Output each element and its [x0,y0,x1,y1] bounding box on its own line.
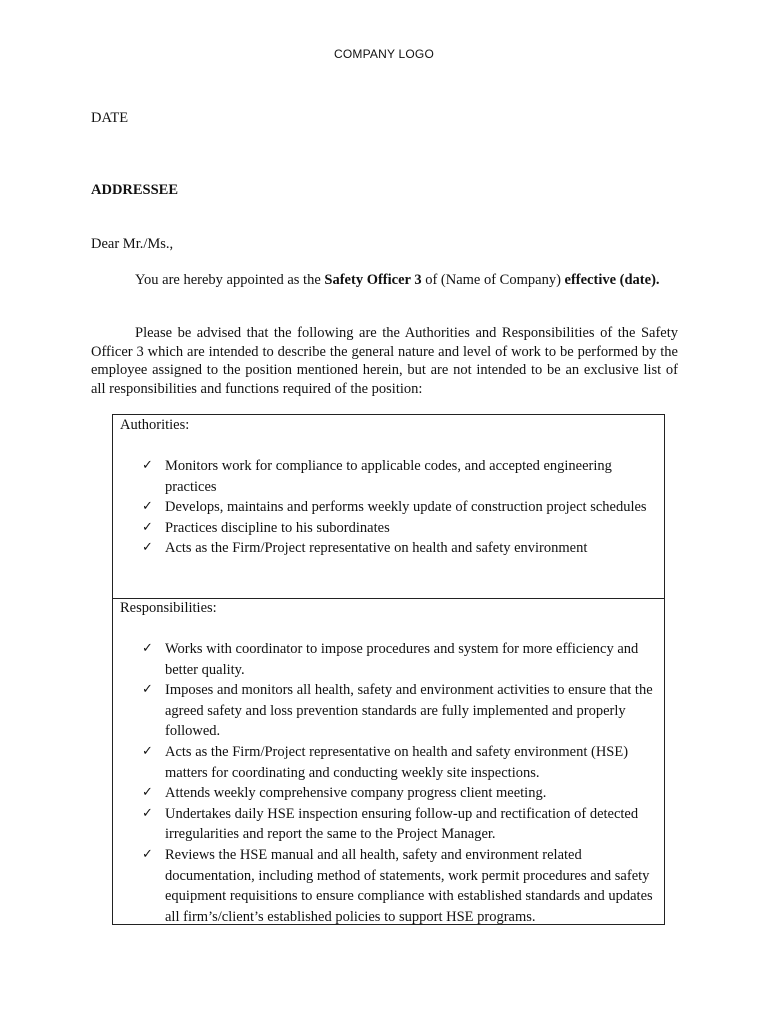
authority-text: Acts as the Firm/Project representative on health and safety environment [165,540,588,557]
check-icon: ✓ [142,458,153,473]
list-item [142,804,662,845]
list-item [142,639,662,680]
appointment-text-2: of (Name of Company) [421,272,565,288]
list-item [142,456,662,497]
responsibility-text: Reviews the HSE manual and all health, safety and environment related documentation, including method of statements, work permit procedures and safety equipment requisitions to ensure compliance with established standards and updates all firm’s/client’s established policies to support HSE programs. [165,846,653,925]
list-item [142,742,662,783]
responsibility-text: Works with coordinator to impose procedures and system for more efficiency and better quality. [165,641,639,678]
responsibility-text: Attends weekly comprehensive company progress client meeting. [165,785,547,802]
check-icon: ✓ [142,846,153,862]
check-icon: ✓ [142,641,153,656]
responsibility-text: Acts as the Firm/Project representative on health and safety environment (HSE) matters for coordinating and conducting weekly site inspections. [165,743,629,781]
appointment-text-1: You are hereby appointed as the [135,272,325,288]
responsibilities-list [142,639,662,927]
addressee-label: ADDRESSEE [91,182,179,198]
authorities-title: Authorities: [120,417,190,433]
advisory-paragraph [91,324,678,398]
check-icon: ✓ [142,540,153,556]
responsibilities-title: Responsibilities: [120,600,217,616]
list-item [142,845,662,927]
check-icon: ✓ [142,805,153,821]
list-item [142,497,662,518]
responsibility-text: Undertakes daily HSE inspection ensuring follow-up and rectification of detected irregularities and report the same to the Project Manager. [165,805,639,843]
check-icon: ✓ [142,499,153,515]
responsibility-text: Imposes and monitors all health, safety and environment activities to ensure that the agreed safety and loss prevention standards are fully implemented and properly followed. [165,682,653,740]
authorities-section [113,415,664,599]
check-icon: ✓ [142,743,153,759]
list-item [142,518,662,539]
effective-date: effective (date). [564,272,660,288]
check-icon: ✓ [142,519,153,535]
authority-text: Practices discipline to his subordinates [165,519,390,536]
company-logo-placeholder: COMPANY LOGO [334,47,434,61]
list-item [142,680,662,742]
date-label: DATE [91,110,129,126]
authority-text: Develops, maintains and performs weekly update of construction project schedules [165,499,647,516]
advisory-text: Please be advised that the following are the Authorities and Responsibilities of the Safety Officer 3 which are intended to describe the general nature and level of work to be performed by the employee assigned to the position mentioned herein, but are not intended to be an exclusive list of all responsibilities and functions required of the position: [91,325,678,397]
check-icon: ✓ [142,682,153,698]
list-item [142,538,662,559]
authorities-list [142,456,662,559]
appointment-paragraph [91,271,678,290]
authority-text: Monitors work for compliance to applicable codes, and accepted engineering practices [165,458,612,495]
check-icon: ✓ [142,785,153,801]
position-title: Safety Officer 3 [324,272,422,288]
list-item [142,783,662,804]
duties-table [112,414,665,925]
salutation: Dear Mr./Ms., [91,236,174,252]
